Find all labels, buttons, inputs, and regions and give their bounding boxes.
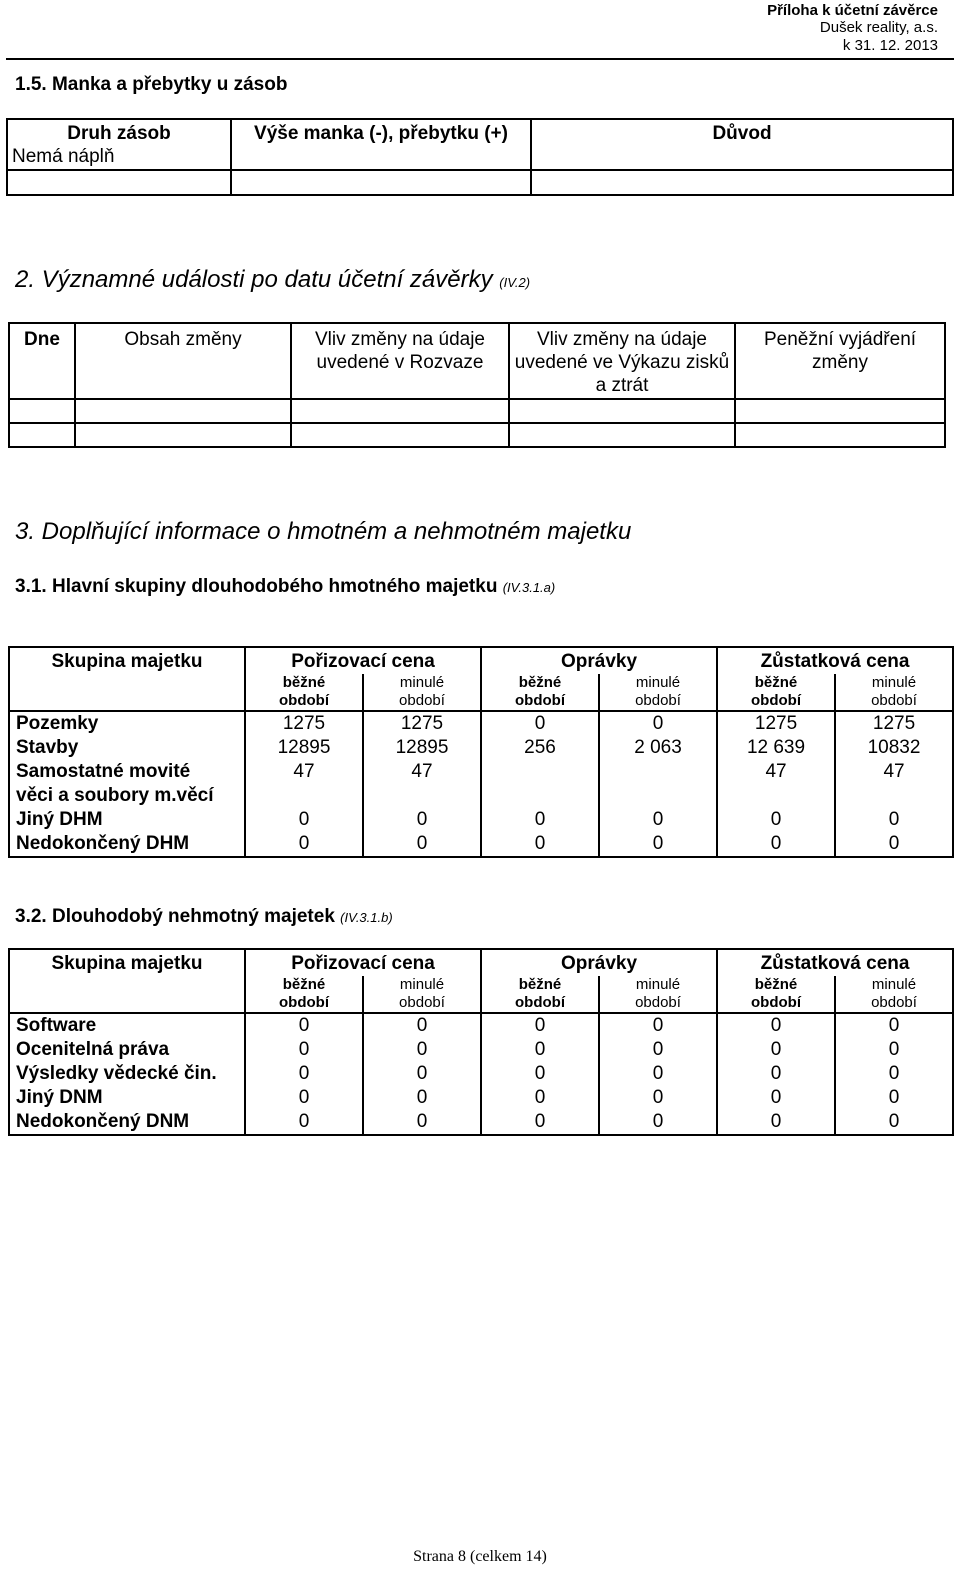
group-header: Skupina majetku (9, 647, 245, 674)
value-cell: 0 (363, 1086, 481, 1110)
table-cell (9, 674, 245, 711)
value-cell: 0 (245, 1086, 363, 1110)
value-cell: 10832 (835, 736, 953, 760)
sub-header-line1: běžné (282, 674, 326, 691)
column-header: Důvod (531, 119, 953, 146)
asset-group-name-line1: Jiný DNM (16, 1087, 103, 1108)
table-row (9, 832, 953, 857)
column-header: Dne (9, 323, 75, 399)
page-number: Strana 8 (celkem 14) (413, 1548, 547, 1565)
table-row (9, 711, 953, 736)
group-header: Zůstatková cena (717, 647, 953, 674)
sub-header (835, 674, 953, 711)
section-3-heading: 3. Doplňující informace o hmotném a nehmotném majetku (15, 518, 632, 545)
table-cell (231, 146, 531, 170)
table-row (9, 1038, 953, 1062)
asset-group-name-line1: Jiný DHM (16, 809, 103, 830)
section-3-2-title: 3.2. Dlouhodobý nehmotný majetek (15, 906, 335, 927)
sub-header-line1: minulé (399, 976, 445, 993)
value-cell: 0 (245, 1062, 363, 1086)
value-cell: 0 (835, 1086, 953, 1110)
value-cell: 0 (599, 1062, 717, 1086)
value-cell: 0 (835, 1062, 953, 1086)
value-cell: 1275 (245, 711, 363, 736)
table-row (9, 1086, 953, 1110)
table-cell (291, 423, 509, 447)
value-cell: 0 (599, 1086, 717, 1110)
value-cell: 0 (717, 832, 835, 857)
value-cell: 0 (245, 832, 363, 857)
section-3-2-heading (15, 906, 393, 928)
section-2-ref: (IV.2) (499, 275, 531, 290)
sub-header (245, 976, 363, 1013)
sub-header-line2: období (871, 692, 917, 709)
value-cell: 256 (481, 736, 599, 760)
table-row (9, 1013, 953, 1038)
value-cell: 0 (835, 1013, 953, 1038)
sub-header-line2: období (279, 994, 329, 1011)
column-header: Výše manka (-), přebytku (+) (231, 119, 531, 146)
value-cell: 0 (363, 1038, 481, 1062)
sub-header-line1: minulé (399, 674, 445, 691)
value-cell: 47 (835, 760, 953, 808)
value-cell: 47 (717, 760, 835, 808)
table-row (9, 1062, 953, 1086)
asset-group-name (9, 1013, 245, 1038)
asset-group-name (9, 1086, 245, 1110)
sub-header-line2: období (279, 692, 329, 709)
table-cell (531, 170, 953, 195)
sub-header-line1: běžné (754, 674, 798, 691)
value-cell: 12895 (363, 736, 481, 760)
table-cell (531, 146, 953, 170)
value-cell: 0 (363, 1110, 481, 1135)
section-2-heading (15, 266, 530, 294)
value-cell: 0 (717, 1038, 835, 1062)
header-title: Příloha k účetní závěrce (767, 2, 938, 19)
value-cell: 0 (481, 1013, 599, 1038)
sub-header (599, 674, 717, 711)
sub-header (481, 674, 599, 711)
value-cell: 0 (481, 808, 599, 832)
asset-group-name (9, 832, 245, 857)
table-cell: Nemá náplň (7, 146, 231, 170)
table-cell (231, 170, 531, 195)
table-cell (9, 423, 75, 447)
value-cell: 2 063 (599, 736, 717, 760)
column-header: Vliv změny na údaje uvedené ve Výkazu zisků a ztrát (509, 323, 735, 399)
header-rule (6, 58, 954, 60)
value-cell: 1275 (835, 711, 953, 736)
value-cell: 0 (363, 832, 481, 857)
header-company: Dušek reality, a.s. (819, 19, 938, 36)
sub-header (363, 674, 481, 711)
value-cell: 0 (481, 711, 599, 736)
sub-header-line1: běžné (282, 976, 326, 993)
table-cell (9, 399, 75, 423)
table-cell (509, 423, 735, 447)
table-cell (509, 399, 735, 423)
asset-group-name (9, 808, 245, 832)
table-row (9, 736, 953, 760)
value-cell: 0 (599, 808, 717, 832)
value-cell: 0 (835, 1110, 953, 1135)
asset-group-name-line1: Pozemky (16, 713, 99, 734)
sub-header-line1: běžné (754, 976, 798, 993)
group-header: Skupina majetku (9, 949, 245, 976)
asset-group-name (9, 1038, 245, 1062)
group-header: Pořizovací cena (245, 949, 481, 976)
value-cell: 0 (245, 1038, 363, 1062)
asset-group-name (9, 711, 245, 736)
table-cell (291, 399, 509, 423)
value-cell: 0 (717, 808, 835, 832)
sub-header-line2: období (751, 692, 801, 709)
sub-header-line2: období (399, 692, 445, 709)
asset-group-name-line2: věci a soubory m.věcí (16, 785, 214, 806)
section-3-2-ref: (IV.3.1.b) (340, 910, 393, 925)
value-cell: 0 (481, 1086, 599, 1110)
value-cell: 0 (245, 1013, 363, 1038)
column-header: Vliv změny na údaje uvedené v Rozvaze (291, 323, 509, 399)
asset-group-name (9, 736, 245, 760)
sub-header-line2: období (515, 994, 565, 1011)
asset-group-name-line1: Nedokončený DNM (16, 1111, 190, 1132)
value-cell: 0 (599, 832, 717, 857)
column-header: Obsah změny (75, 323, 291, 399)
value-cell: 47 (245, 760, 363, 808)
value-cell: 0 (481, 1110, 599, 1135)
section-1-5-heading: 1.5. Manka a přebytky u zásob (15, 74, 288, 95)
value-cell: 0 (835, 1038, 953, 1062)
section-3-1-title: 3.1. Hlavní skupiny dlouhodobého hmotného majetku (15, 576, 498, 597)
sub-header (835, 976, 953, 1013)
value-cell: 0 (835, 832, 953, 857)
value-cell: 0 (481, 1038, 599, 1062)
value-cell: 0 (717, 1013, 835, 1038)
value-cell: 0 (245, 808, 363, 832)
value-cell: 12895 (245, 736, 363, 760)
table-cell (735, 399, 945, 423)
sub-header-line1: minulé (635, 976, 681, 993)
asset-group-name (9, 1062, 245, 1086)
tangible-assets-table (8, 646, 954, 858)
header-date: k 31. 12. 2013 (842, 37, 938, 54)
sub-header-line2: období (635, 994, 681, 1011)
value-cell: 0 (599, 1110, 717, 1135)
sub-header-line2: období (635, 692, 681, 709)
asset-group-name-line1: Stavby (16, 737, 79, 758)
sub-header-line1: minulé (871, 674, 917, 691)
group-header: Pořizovací cena (245, 647, 481, 674)
section-3-1-heading (15, 576, 555, 598)
value-cell (599, 760, 717, 808)
table-cell (75, 423, 291, 447)
value-cell: 0 (835, 808, 953, 832)
asset-group-name (9, 1110, 245, 1135)
sub-header-line1: běžné (518, 674, 562, 691)
value-cell: 0 (481, 1062, 599, 1086)
value-cell: 0 (363, 1062, 481, 1086)
section-2-title: 2. Významné události po datu účetní závěrky (15, 266, 493, 293)
value-cell: 0 (599, 1038, 717, 1062)
subsequent-events-table (8, 322, 946, 448)
sub-header-line1: minulé (635, 674, 681, 691)
value-cell (481, 760, 599, 808)
value-cell: 0 (363, 808, 481, 832)
asset-group-name-line1: Ocenitelná práva (16, 1039, 170, 1060)
sub-header (599, 976, 717, 1013)
sub-header (363, 976, 481, 1013)
sub-header-line1: minulé (871, 976, 917, 993)
table-cell (9, 976, 245, 1013)
value-cell: 0 (717, 1062, 835, 1086)
table-cell (75, 399, 291, 423)
asset-group-name-line1: Výsledky vědecké čin. (16, 1063, 217, 1084)
inventory-shortage-table (6, 118, 954, 196)
column-header: Druh zásob (7, 119, 231, 146)
section-3-1-ref: (IV.3.1.a) (502, 580, 556, 595)
value-cell: 1275 (717, 711, 835, 736)
value-cell: 1275 (363, 711, 481, 736)
value-cell: 0 (717, 1086, 835, 1110)
value-cell: 0 (599, 1013, 717, 1038)
sub-header-line2: období (515, 692, 565, 709)
sub-header-line1: běžné (518, 976, 562, 993)
sub-header (717, 976, 835, 1013)
table-row (9, 808, 953, 832)
value-cell: 0 (717, 1110, 835, 1135)
group-header: Oprávky (481, 949, 717, 976)
sub-header (245, 674, 363, 711)
asset-group-name-line1: Software (16, 1015, 97, 1036)
asset-group-name-line1: Nedokončený DHM (16, 833, 190, 854)
sub-header (481, 976, 599, 1013)
value-cell: 0 (481, 832, 599, 857)
sub-header (717, 674, 835, 711)
value-cell: 0 (245, 1110, 363, 1135)
group-header: Zůstatková cena (717, 949, 953, 976)
table-row (9, 760, 953, 808)
sub-header-line2: období (871, 994, 917, 1011)
sub-header-line2: období (751, 994, 801, 1011)
column-header: Peněžní vyjádření změny (735, 323, 945, 399)
group-header: Oprávky (481, 647, 717, 674)
intangible-assets-table (8, 948, 954, 1136)
value-cell: 47 (363, 760, 481, 808)
asset-group-name (9, 760, 245, 808)
table-cell (735, 423, 945, 447)
table-row (9, 1110, 953, 1135)
sub-header-line2: období (399, 994, 445, 1011)
value-cell: 0 (599, 711, 717, 736)
table-cell (7, 170, 231, 195)
asset-group-name-line1: Samostatné movité (16, 761, 191, 782)
value-cell: 12 639 (717, 736, 835, 760)
value-cell: 0 (363, 1013, 481, 1038)
